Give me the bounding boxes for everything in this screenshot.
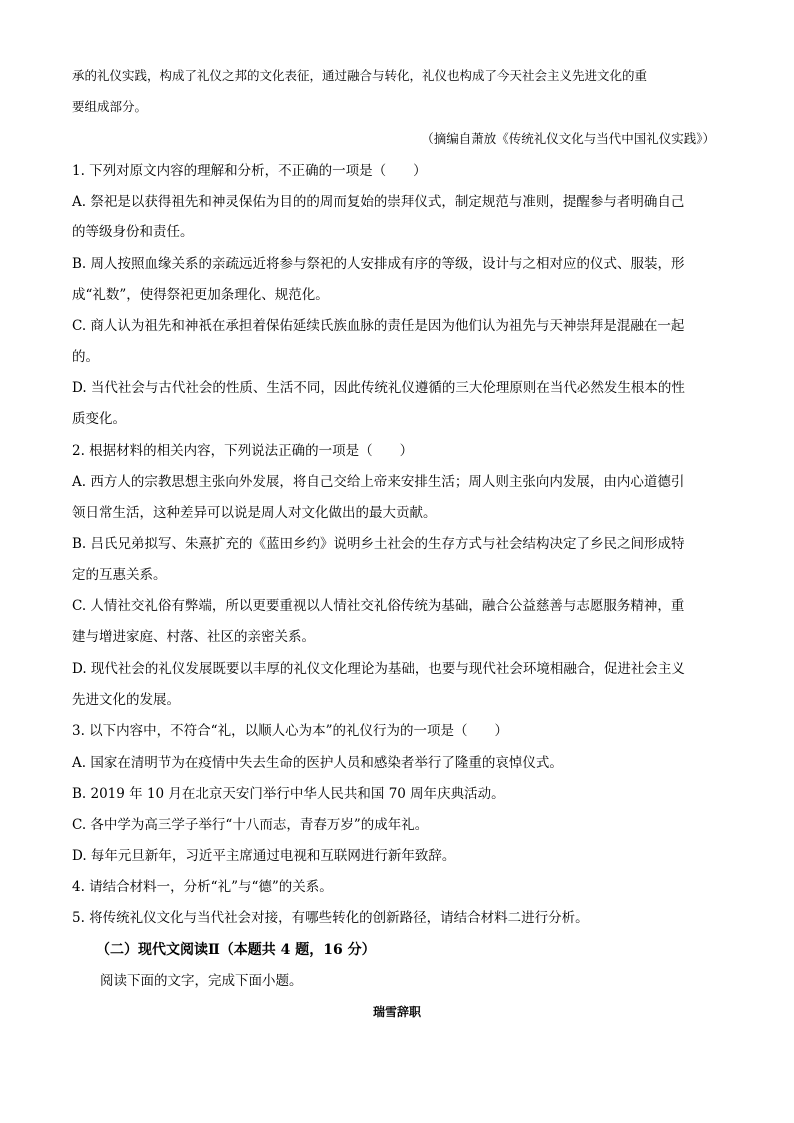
- question-4: 4. 请结合材料一，分析“礼”与“德”的关系。: [72, 879, 333, 895]
- q1-option-b: B. 周人按照血缘关系的亲疏远近将参与祭祀的人安排成有序的等级，设计与之相对应的仪式、服装，形: [72, 256, 685, 272]
- q2-option-a: A. 西方人的宗教思想主张向外发展，将自己交给上帝来安排生活；周人则主张向内发展，由内心道德引: [72, 474, 685, 490]
- q3-option-c: C. 各中学为高三学子举行“十八而志，青春万岁”的成年礼。: [72, 817, 429, 833]
- q1-option-c: C. 商人认为祖先和神祇在承担着保佑延续氏族血脉的责任是因为他们认为祖先与天神崇拜是混融在一起: [72, 318, 685, 334]
- q1-option-a: A. 祭祀是以获得祖先和神灵保佑为目的的周而复始的崇拜仪式，制定规范与准则，提醒参与者明确自己: [72, 194, 685, 210]
- q3-option-a: A. 国家在清明节为在疫情中失去生命的医护人员和感染者举行了隆重的哀悼仪式。: [72, 755, 563, 771]
- story-title: 瑞雪辞职: [372, 1005, 421, 1019]
- q2-option-d-cont: 先进文化的发展。: [72, 692, 180, 708]
- q2-option-b: B. 吕氏兄弟拟写、朱熹扩充的《蓝田乡约》说明乡土社会的生存方式与社会结构决定了乡民之间形成特: [72, 536, 685, 552]
- q3-option-b: B. 2019 年 10 月在北京天安门举行中华人民共和国 70 周年庆典活动。: [72, 786, 505, 802]
- question-1-stem: 1. 下列对原文内容的理解和分析，不正确的一项是（ ）: [72, 163, 427, 179]
- q2-option-c-cont: 建与增进家庭、村落、社区的亲密关系。: [72, 629, 315, 645]
- q1-option-d: D. 当代社会与古代社会的性质、生活不同，因此传统礼仪遵循的三大伦理原则在当代必然发生根本的性: [72, 380, 685, 396]
- question-2-stem: 2. 根据材料的相关内容，下列说法正确的一项是（ ）: [72, 443, 414, 459]
- q2-option-b-cont: 定的互惠关系。: [72, 567, 167, 583]
- question-5: 5. 将传统礼仪文化与当代社会对接，有哪些转化的创新路径，请结合材料二进行分析。: [72, 910, 589, 926]
- passage-line: 承的礼仪实践，构成了礼仪之邦的文化表征，通过融合与转化，礼仪也构成了今天社会主义先进文化的重: [72, 68, 648, 83]
- q1-option-d-cont: 质变化。: [72, 411, 126, 427]
- q2-option-c: C. 人情社交礼俗有弊端，所以更要重视以人情社交礼俗传统为基础，融合公益慈善与志愿服务精神，重: [72, 598, 685, 614]
- section-title: （二）现代文阅读Ⅱ（本题共 4 题，16 分）: [96, 942, 376, 958]
- passage-line: 要组成部分。: [72, 99, 148, 114]
- reading-instruction: 阅读下面的文字，完成下面小题。: [100, 973, 303, 989]
- q3-option-d: D. 每年元旦新年，习近平主席通过电视和互联网进行新年致辞。: [72, 848, 456, 864]
- q1-option-b-cont: 成“礼数”，使得祭祀更加条理化、规范化。: [72, 287, 329, 303]
- source-citation: （摘编自萧放《传统礼仪文化与当代中国礼仪实践》）: [421, 131, 715, 146]
- q2-option-d: D. 现代社会的礼仪发展既要以丰厚的礼仪文化理论为基础，也要与现代社会环境相融合，促进社会主义: [72, 661, 685, 677]
- q1-option-c-cont: 的。: [72, 349, 99, 365]
- q1-option-a-cont: 的等级身份和责任。: [72, 224, 194, 240]
- q2-option-a-cont: 领日常生活，这种差异可以说是周人对文化做出的最大贡献。: [72, 505, 437, 521]
- question-3-stem: 3. 以下内容中，不符合“礼，以顺人心为本”的礼仪行为的一项是（ ）: [72, 723, 508, 739]
